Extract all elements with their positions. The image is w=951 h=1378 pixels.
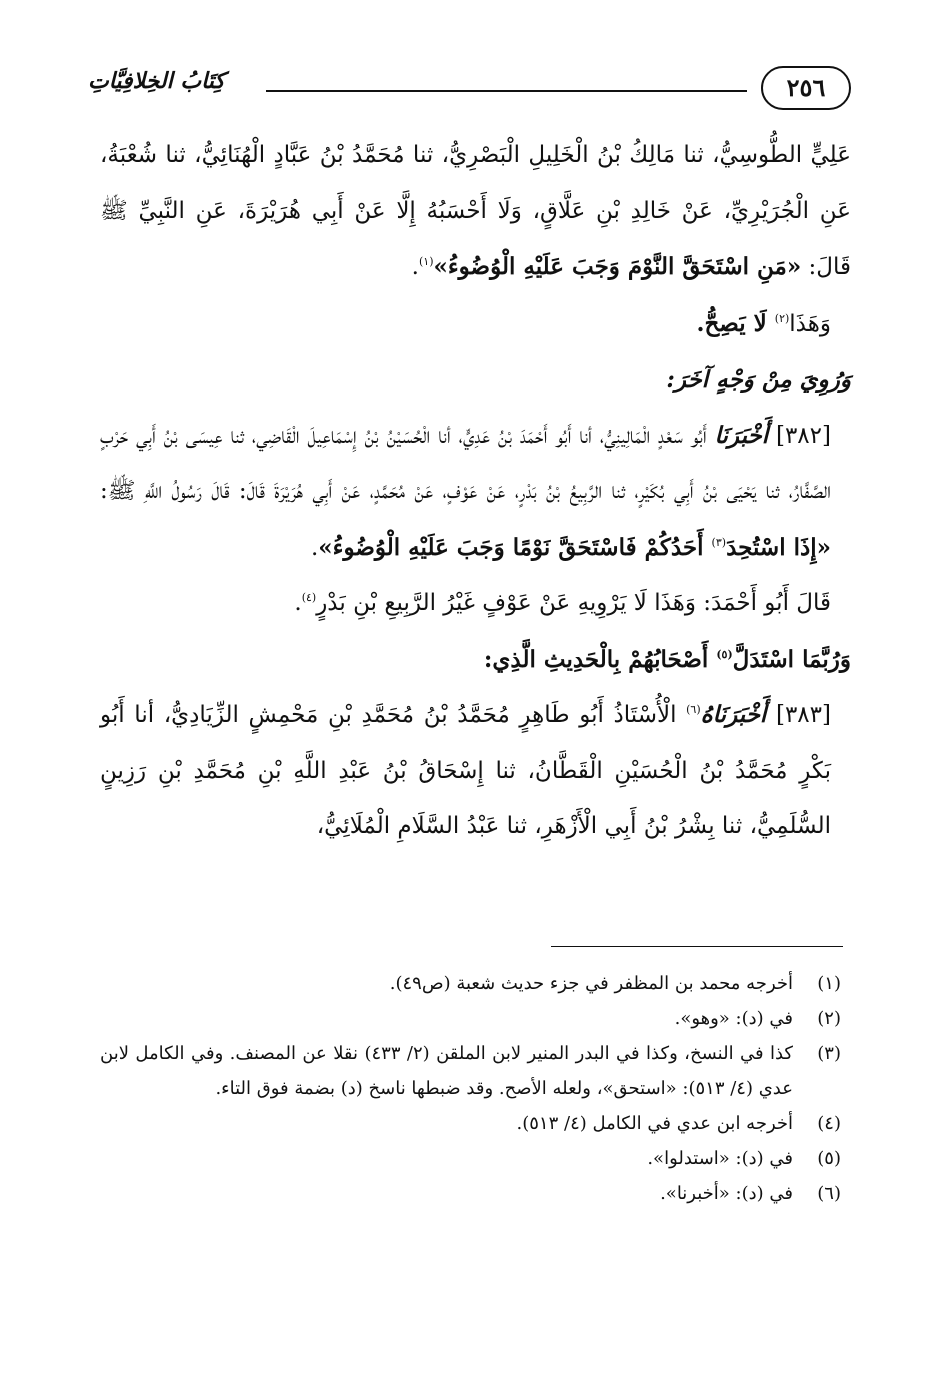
footnote-ref-4[interactable]: (٤) (301, 591, 317, 604)
isnad-text: عَلِيٍّ الطُّوسِيُّ، ثنا مَالِكُ بْنُ الْخَلِيلِ الْبَصْرِيُّ، ثنا مُحَمَّدُ بْنُ عَبَّادٍ الْهُنَائِيُّ، ثنا شُعْبَةُ، عَنِ الْجُرَيْرِيِّ، عَنْ خَالِدِ بْنِ عَلَّاقٍ، وَلَا أَحْسَبُهُ إِلَّا عَنْ أَبِي هُرَيْرَةَ، عَنِ النَّبِيِّ ﷺ قَالَ: (100, 142, 851, 280)
footnote-number: (١) (817, 973, 841, 994)
akhbarana-word: أَخْبَرَنَاهُ (700, 701, 767, 728)
header-rule (266, 90, 747, 92)
footnote-text: أخرجه ابن عدي في الكامل (٤/ ٥١٣). (516, 1113, 793, 1134)
footnote-text: كذا في النسخ، وكذا في البدر المنير لابن الملقن (٢/ ٤٣٣) نقلا عن المصنف. وفي الكامل لابن عدي (٤/ ٥١٣): «استحق»، ولعله الأصح. وقد ضبطها ناسخ (د) بضمة فوق التاء. (100, 1043, 793, 1099)
book-title: كِتَابُ الخِلافِيَّاتِ (88, 68, 225, 94)
hadith-number: [٣٨٣] (775, 702, 831, 728)
footnote-ref-5[interactable]: (٥) (716, 647, 733, 661)
paragraph-verdict (100, 296, 851, 353)
footnote-text: في (د): «أخبرنا». (660, 1183, 793, 1204)
hadith-text: «مَنِ اسْتَحَقَّ النَّوْمَ وَجَبَ عَلَيْهِ الْوُضُوءُ» (433, 253, 802, 280)
footnote-5 (100, 1141, 841, 1176)
isnad-text: أَبُو سَعْدٍ الْمَالِينِيُّ، أنا أَبُو أَحْمَدَ بْنُ عَدِيٍّ، أنا الْحُسَيْنُ بْنُ إِسْمَاعِيلَ الْقَاضِي، ثنا عِيسَى بْنُ أَبِي حَرْبٍ الصَّفَّارُ، ثنا يَحْيَى بْنُ أَبِي بُكَيْرٍ، ثنا الرَّبِيعُ بْنُ بَدْرٍ، عَنْ عَوْفٍ، عَنْ مُحَمَّدٍ، عَنْ أَبِي هُرَيْرَةَ قَالَ: قَالَ رَسُولُ اللَّهِ ﷺ: (100, 422, 831, 504)
akhbarana-word: أَخْبَرَنَا (714, 421, 769, 449)
section-heading-istidlal (100, 632, 851, 688)
footnotes-section (100, 966, 841, 1211)
footnote-3 (100, 1036, 841, 1106)
comment-text: قَالَ أَبُو أَحْمَدَ: وَهَذَا لَا يَرْوِيهِ عَنْ عَوْفٍ غَيْرُ الرَّبِيعِ بْنِ بَدْرٍ (316, 590, 831, 616)
footnote-ref-3[interactable]: (٣) (711, 535, 727, 549)
verdict-text-end: لَا يَصِحُّ. (696, 309, 775, 337)
footnote-ref-6[interactable]: (٦) (686, 703, 701, 716)
footnote-4 (100, 1106, 841, 1141)
hadith-number: [٣٨٢] (775, 422, 831, 449)
footnote-ref-2[interactable]: (٢) (774, 311, 790, 325)
main-text (100, 128, 851, 855)
footnote-ref-1[interactable]: (١) (418, 255, 434, 268)
heading-text-start: وَرُبَّمَا اسْتَدَلَّ (732, 645, 851, 673)
footnote-2 (100, 1001, 841, 1036)
footnote-number: (٤) (817, 1113, 841, 1134)
footnote-number: (٣) (817, 1043, 841, 1064)
hadith-text-start: «إِذَا اسْتُحِدَ (726, 533, 831, 561)
section-heading-another-route: وَرُوِيَ مِنْ وَجْهٍ آخَرَ: (666, 366, 851, 393)
footnote-number: (٦) (817, 1183, 841, 1204)
footnote-text: أخرجه محمد بن المظفر في جزء حديث شعبة (ص٤٩). (389, 973, 793, 994)
sentence-end: . (294, 590, 302, 616)
heading-text-end: أَصْحَابُهُمْ بِالْحَدِيثِ الَّذِي: (483, 645, 717, 673)
sentence-end: . (411, 254, 419, 280)
footnote-text: في (د): «وهو». (674, 1008, 793, 1029)
paragraph-hadith-382 (100, 408, 851, 577)
verdict-text-start: وَهَذَا (789, 310, 831, 337)
footnote-number: (٥) (817, 1148, 841, 1169)
hadith-text-end: أَحَدُكُمْ فَاسْتَحَقَّ نَوْمًا وَجَبَ عَلَيْهِ الْوُضُوءُ» (318, 533, 712, 561)
footnote-number: (٢) (817, 1008, 841, 1029)
footnote-divider (551, 946, 843, 947)
footnote-text: في (د): «استدلوا». (647, 1148, 793, 1169)
sentence-end: . (310, 534, 319, 561)
isnad-text: الْأُسْتَاذُ أَبُو طَاهِرٍ مُحَمَّدُ بْنُ مُحَمَّدِ بْنِ مَحْمِشٍ الزِّيَادِيُّ، أنا أَبُو بَكْرٍ مُحَمَّدُ بْنُ الْحُسَيْنِ الْقَطَّانُ، ثنا إِسْحَاقُ بْنُ عَبْدِ اللَّهِ بْنِ مُحَمَّدِ بْنِ رَزِينٍ السُّلَمِيُّ، ثنا بِشْرُ بْنُ أَبِي الْأَزْهَرِ، ثنا عَبْدُ السَّلَامِ الْمُلَائِيُّ، (100, 702, 831, 839)
page-number: ٢٥٦ (761, 66, 851, 110)
paragraph-abu-ahmad-comment (100, 576, 851, 632)
footnote-1 (100, 966, 841, 1001)
paragraph-isnad-continuation (100, 128, 851, 296)
footnote-6 (100, 1176, 841, 1211)
paragraph-hadith-383 (100, 687, 851, 855)
page-header (88, 66, 851, 116)
